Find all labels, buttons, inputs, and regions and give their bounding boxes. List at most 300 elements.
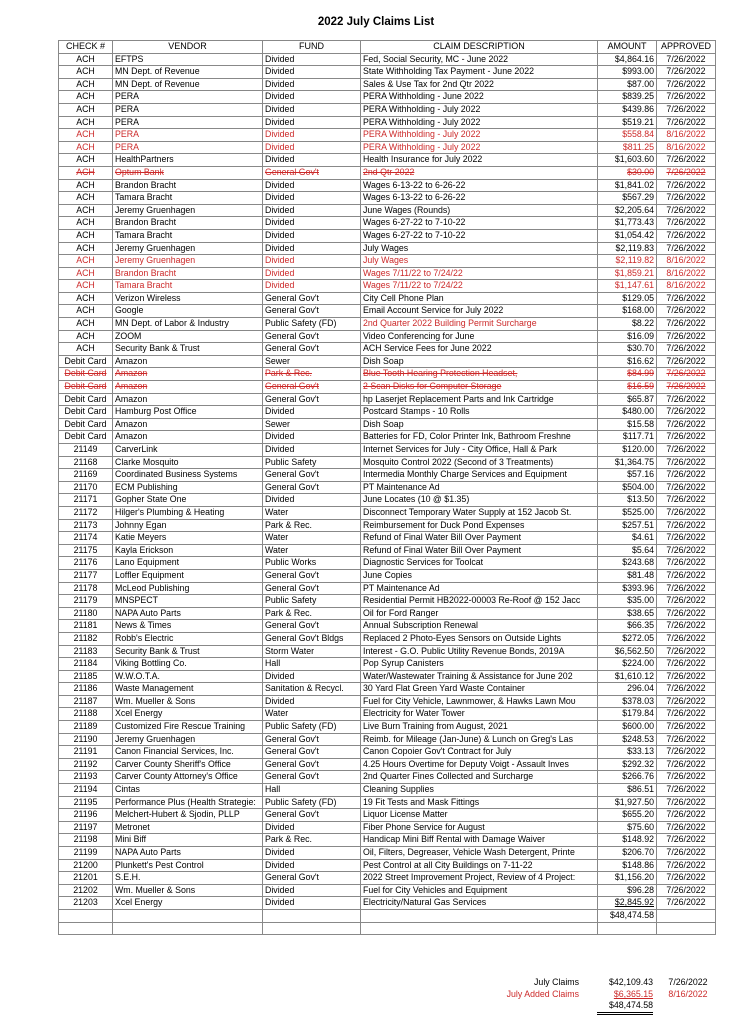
check-number: 21176	[59, 557, 113, 570]
claim-description: Residential Permit HB2022-00003 Re-Roof @ 152 Jacc	[361, 595, 598, 608]
approved-date: 7/26/2022	[657, 494, 716, 507]
check-number: 21181	[59, 620, 113, 633]
table-row	[59, 431, 716, 444]
fund: Divided	[263, 859, 361, 872]
claim-description: Oil, Filters, Degreaser, Vehicle Wash Detergent, Printe	[361, 847, 598, 860]
july-claims-label: July Claims	[534, 977, 579, 987]
amount: $87.00	[598, 78, 657, 91]
amount: $1,773.43	[598, 217, 657, 230]
claim-description: Handicap Mini Biff Rental with Damage Waiver	[361, 834, 598, 847]
amount: $519.21	[598, 116, 657, 129]
table-row	[59, 758, 716, 771]
vendor: Xcel Energy	[113, 708, 263, 721]
table-row	[59, 771, 716, 784]
claim-description: Fiber Phone Service for August	[361, 821, 598, 834]
amount: $5.64	[598, 544, 657, 557]
vendor: Brandon Bracht	[113, 217, 263, 230]
fund: Divided	[263, 179, 361, 192]
approved-date: 7/26/2022	[657, 645, 716, 658]
fund: General Gov't	[263, 758, 361, 771]
vendor: HealthPartners	[113, 154, 263, 167]
approved-date: 7/26/2022	[657, 305, 716, 318]
fund: Divided	[263, 847, 361, 860]
claim-description: June Wages (Rounds)	[361, 204, 598, 217]
approved-date: 8/16/2022	[657, 267, 716, 280]
fund: Park & Rec.	[263, 368, 361, 381]
claim-description: Batteries for FD, Color Printer Ink, Bathroom Freshne	[361, 431, 598, 444]
fund: Park & Rec.	[263, 607, 361, 620]
check-number: 21188	[59, 708, 113, 721]
approved-date: 7/26/2022	[657, 695, 716, 708]
approved-date: 7/26/2022	[657, 658, 716, 671]
table-row	[59, 267, 716, 280]
claim-description: Wages 6-13-22 to 6-26-22	[361, 179, 598, 192]
claim-description: 4.25 Hours Overtime for Deputy Voigt - Assault Inves	[361, 758, 598, 771]
check-number: ACH	[59, 242, 113, 255]
table-row	[59, 280, 716, 293]
vendor: W.W.O.T.A.	[113, 670, 263, 683]
fund: Sanitation & Recycl.	[263, 683, 361, 696]
amount: $480.00	[598, 406, 657, 419]
amount: $179.84	[598, 708, 657, 721]
approved-date: 8/16/2022	[657, 129, 716, 142]
amount: $148.86	[598, 859, 657, 872]
claim-description: Liquor License Matter	[361, 809, 598, 822]
vendor: News & Times	[113, 620, 263, 633]
amount: $439.86	[598, 103, 657, 116]
claim-description: Mosquito Control 2022 (Second of 3 Treatments)	[361, 456, 598, 469]
check-number: 21186	[59, 683, 113, 696]
check-number: 21180	[59, 607, 113, 620]
table-row	[59, 595, 716, 608]
check-number: ACH	[59, 179, 113, 192]
table-row	[59, 506, 716, 519]
check-number: 21169	[59, 469, 113, 482]
fund: Divided	[263, 242, 361, 255]
claim-description: PT Maintenance Ad	[361, 582, 598, 595]
claim-description: Wages 7/11/22 to 7/24/22	[361, 267, 598, 280]
check-number: 21175	[59, 544, 113, 557]
check-number: Debit Card	[59, 381, 113, 394]
claim-description: ACH Service Fees for June 2022	[361, 343, 598, 356]
fund: Divided	[263, 217, 361, 230]
claim-description: June Locates (10 @ $1.35)	[361, 494, 598, 507]
fund: Public Safety	[263, 595, 361, 608]
claim-description: Blue Tooth Hearing Protection Headset,	[361, 368, 598, 381]
fund: General Gov't	[263, 481, 361, 494]
approved-date: 7/26/2022	[657, 204, 716, 217]
amount: $224.00	[598, 658, 657, 671]
fund: Divided	[263, 192, 361, 205]
vendor: Lano Equipment	[113, 557, 263, 570]
check-number: Debit Card	[59, 406, 113, 419]
total-row	[59, 909, 716, 922]
table-row	[59, 569, 716, 582]
table-row	[59, 481, 716, 494]
claim-description: Wages 7/11/22 to 7/24/22	[361, 280, 598, 293]
check-number: ACH	[59, 204, 113, 217]
claim-description: PERA Withholding - July 2022	[361, 141, 598, 154]
fund: Sewer	[263, 355, 361, 368]
check-number: ACH	[59, 292, 113, 305]
claim-description: 2nd Quarter 2022 Building Permit Surcharge	[361, 318, 598, 331]
vendor: PERA	[113, 91, 263, 104]
check-number: ACH	[59, 192, 113, 205]
vendor: Brandon Bracht	[113, 179, 263, 192]
table-row	[59, 305, 716, 318]
check-number: 21178	[59, 582, 113, 595]
july-added-claims-amount: $6,365.15	[613, 989, 653, 999]
check-number: ACH	[59, 217, 113, 230]
grand-total: $48,474.58	[597, 1000, 653, 1015]
amount: $57.16	[598, 469, 657, 482]
approved-date: 7/26/2022	[657, 771, 716, 784]
amount: $2,845.92	[598, 897, 657, 910]
amount: $129.05	[598, 292, 657, 305]
vendor: NAPA Auto Parts	[113, 847, 263, 860]
claim-description: Annual Subscription Renewal	[361, 620, 598, 633]
approved-date: 7/26/2022	[657, 859, 716, 872]
table-row	[59, 343, 716, 356]
fund: Hall	[263, 658, 361, 671]
amount: $81.48	[598, 569, 657, 582]
fund: General Gov't	[263, 393, 361, 406]
amount: $1,927.50	[598, 796, 657, 809]
amount: $206.70	[598, 847, 657, 860]
approved-date: 7/26/2022	[657, 406, 716, 419]
check-number: Debit Card	[59, 431, 113, 444]
table-row	[59, 695, 716, 708]
amount: $655.20	[598, 809, 657, 822]
fund: Water	[263, 532, 361, 545]
table-row	[59, 78, 716, 91]
table-row	[59, 255, 716, 268]
approved-date: 7/26/2022	[657, 444, 716, 457]
claim-description: 19 Fit Tests and Mask Fittings	[361, 796, 598, 809]
check-number: 21190	[59, 733, 113, 746]
vendor: MNSPECT	[113, 595, 263, 608]
vendor: PERA	[113, 116, 263, 129]
vendor: PERA	[113, 103, 263, 116]
amount: $1,859.21	[598, 267, 657, 280]
vendor: Tamara Bracht	[113, 192, 263, 205]
claim-description: Diagnostic Services for Toolcat	[361, 557, 598, 570]
vendor: Security Bank & Trust	[113, 343, 263, 356]
approved-date: 7/26/2022	[657, 368, 716, 381]
approved-date: 7/26/2022	[657, 116, 716, 129]
approved-date: 7/26/2022	[657, 809, 716, 822]
fund: General Gov't	[263, 746, 361, 759]
approved-date: 7/26/2022	[657, 91, 716, 104]
vendor: Coordinated Business Systems	[113, 469, 263, 482]
claim-description: Cleaning Supplies	[361, 784, 598, 797]
check-number: 21187	[59, 695, 113, 708]
vendor: Katie Meyers	[113, 532, 263, 545]
table-row	[59, 116, 716, 129]
claim-description: July Wages	[361, 255, 598, 268]
fund: Water	[263, 544, 361, 557]
table-row	[59, 418, 716, 431]
claim-description: Refund of Final Water Bill Over Payment	[361, 544, 598, 557]
table-row	[59, 809, 716, 822]
check-number: ACH	[59, 53, 113, 66]
vendor: MN Dept. of Labor & Industry	[113, 318, 263, 331]
claim-description: State Withholding Tax Payment - June 2022	[361, 66, 598, 79]
claim-description: PERA Withholding - July 2022	[361, 103, 598, 116]
amount: $1,841.02	[598, 179, 657, 192]
check-number: ACH	[59, 318, 113, 331]
table-row	[59, 393, 716, 406]
table-row	[59, 670, 716, 683]
amount: $525.00	[598, 506, 657, 519]
approved-date: 7/26/2022	[657, 330, 716, 343]
approved-date: 7/26/2022	[657, 746, 716, 759]
table-row	[59, 632, 716, 645]
fund: Divided	[263, 695, 361, 708]
table-row	[59, 544, 716, 557]
check-number: ACH	[59, 116, 113, 129]
check-number: ACH	[59, 141, 113, 154]
table-row	[59, 859, 716, 872]
approved-date: 7/26/2022	[657, 821, 716, 834]
approved-date: 7/26/2022	[657, 569, 716, 582]
table-row	[59, 683, 716, 696]
table-row	[59, 154, 716, 167]
check-number: 21189	[59, 721, 113, 734]
check-number: 21182	[59, 632, 113, 645]
amount: $2,119.82	[598, 255, 657, 268]
fund: General Gov't	[263, 872, 361, 885]
vendor: Melchert-Hubert & Sjodin, PLLP	[113, 809, 263, 822]
approved-date: 7/26/2022	[657, 532, 716, 545]
approved-date: 7/26/2022	[657, 683, 716, 696]
amount: $30.00	[598, 166, 657, 179]
check-number: ACH	[59, 103, 113, 116]
table-row	[59, 897, 716, 910]
vendor: Kayla Erickson	[113, 544, 263, 557]
fund: General Gov't	[263, 771, 361, 784]
claim-description: Pest Control at all City Buildings on 7-11-22	[361, 859, 598, 872]
approved-date: 7/26/2022	[657, 469, 716, 482]
vendor: Canon Financial Services, Inc.	[113, 746, 263, 759]
table-row	[59, 884, 716, 897]
table-row	[59, 217, 716, 230]
header-check: CHECK #	[59, 41, 113, 54]
approved-date: 8/16/2022	[657, 255, 716, 268]
vendor: Viking Bottling Co.	[113, 658, 263, 671]
claim-description: July Wages	[361, 242, 598, 255]
vendor: Performance Plus (Health Strategie:	[113, 796, 263, 809]
claim-description: Video Conferencing for June	[361, 330, 598, 343]
vendor: McLeod Publishing	[113, 582, 263, 595]
amount: $243.68	[598, 557, 657, 570]
check-number: 21200	[59, 859, 113, 872]
check-number: 21193	[59, 771, 113, 784]
vendor: Amazon	[113, 368, 263, 381]
check-number: 21172	[59, 506, 113, 519]
fund: Divided	[263, 267, 361, 280]
fund: Divided	[263, 406, 361, 419]
check-number: 21184	[59, 658, 113, 671]
claim-description: 2 Scan Disks for Computer Storage	[361, 381, 598, 394]
amount: $117.71	[598, 431, 657, 444]
claim-description: Wages 6-27-22 to 7-10-22	[361, 217, 598, 230]
approved-date: 7/26/2022	[657, 66, 716, 79]
table-row	[59, 872, 716, 885]
table-row	[59, 355, 716, 368]
vendor: Jeremy Gruenhagen	[113, 204, 263, 217]
amount: $839.25	[598, 91, 657, 104]
approved-date: 7/26/2022	[657, 796, 716, 809]
table-row	[59, 66, 716, 79]
amount: $266.76	[598, 771, 657, 784]
claim-description: Pop Syrup Canisters	[361, 658, 598, 671]
vendor: CarverLink	[113, 444, 263, 457]
check-number: Debit Card	[59, 355, 113, 368]
amount: $2,205.64	[598, 204, 657, 217]
amount: $8.22	[598, 318, 657, 331]
approved-date: 7/26/2022	[657, 884, 716, 897]
table-row	[59, 519, 716, 532]
check-number: ACH	[59, 280, 113, 293]
fund: Water	[263, 506, 361, 519]
amount: $4.61	[598, 532, 657, 545]
check-number: ACH	[59, 78, 113, 91]
vendor: Amazon	[113, 431, 263, 444]
approved-date: 7/26/2022	[657, 620, 716, 633]
claim-description: Fuel for City Vehicles and Equipment	[361, 884, 598, 897]
claim-description: hp Laserjet Replacement Parts and Ink Cartridge	[361, 393, 598, 406]
amount: $65.87	[598, 393, 657, 406]
vendor: Johnny Egan	[113, 519, 263, 532]
amount: $120.00	[598, 444, 657, 457]
amount: $1,147.61	[598, 280, 657, 293]
table-row	[59, 532, 716, 545]
fund: Divided	[263, 670, 361, 683]
claim-description: 2nd Quarter Fines Collected and Surcharge	[361, 771, 598, 784]
amount: $1,610.12	[598, 670, 657, 683]
approved-date: 7/26/2022	[657, 418, 716, 431]
claim-description: PERA Withholding - June 2022	[361, 91, 598, 104]
amount: $6,562.50	[598, 645, 657, 658]
amount: $84.99	[598, 368, 657, 381]
fund: Divided	[263, 431, 361, 444]
check-number: ACH	[59, 66, 113, 79]
claim-description: 2022 Street Improvement Project, Review of 4 Project:	[361, 872, 598, 885]
fund: Divided	[263, 255, 361, 268]
vendor: Brandon Bracht	[113, 267, 263, 280]
approved-date: 7/26/2022	[657, 343, 716, 356]
table-header	[59, 41, 716, 54]
header-approved: APPROVED	[657, 41, 716, 54]
approved-date: 7/26/2022	[657, 393, 716, 406]
table-row	[59, 658, 716, 671]
check-number: 21149	[59, 444, 113, 457]
amount: $16.62	[598, 355, 657, 368]
claim-description: Health Insurance for July 2022	[361, 154, 598, 167]
fund: Divided	[263, 116, 361, 129]
claim-description: Postcard Stamps - 10 Rolls	[361, 406, 598, 419]
claim-description: Wages 6-27-22 to 7-10-22	[361, 229, 598, 242]
claim-description: Interest - G.O. Public Utility Revenue Bonds, 2019A	[361, 645, 598, 658]
table-row	[59, 406, 716, 419]
vendor: EFTPS	[113, 53, 263, 66]
amount: $148.92	[598, 834, 657, 847]
amount: 296.04	[598, 683, 657, 696]
fund: Divided	[263, 494, 361, 507]
claim-description: 30 Yard Flat Green Yard Waste Container	[361, 683, 598, 696]
amount: $378.03	[598, 695, 657, 708]
check-number: ACH	[59, 91, 113, 104]
vendor: PERA	[113, 141, 263, 154]
amount: $558.84	[598, 129, 657, 142]
vendor: Amazon	[113, 381, 263, 394]
vendor: ZOOM	[113, 330, 263, 343]
vendor: Hamburg Post Office	[113, 406, 263, 419]
check-number: ACH	[59, 229, 113, 242]
table-row	[59, 103, 716, 116]
vendor: Clarke Mosquito	[113, 456, 263, 469]
approved-date: 7/26/2022	[657, 217, 716, 230]
claim-description: Wages 6-13-22 to 6-26-22	[361, 192, 598, 205]
fund: General Gov't	[263, 809, 361, 822]
claim-description: Canon Copoier Gov't Contract for July	[361, 746, 598, 759]
fund: Park & Rec.	[263, 519, 361, 532]
table-row	[59, 821, 716, 834]
table-row	[59, 733, 716, 746]
amount: $1,364.75	[598, 456, 657, 469]
check-number: Debit Card	[59, 393, 113, 406]
amount: $13.50	[598, 494, 657, 507]
check-number: 21194	[59, 784, 113, 797]
table-row	[59, 192, 716, 205]
fund: Divided	[263, 204, 361, 217]
check-number: 21168	[59, 456, 113, 469]
claim-description: Email Account Service for July 2022	[361, 305, 598, 318]
check-number: ACH	[59, 343, 113, 356]
approved-date: 7/26/2022	[657, 582, 716, 595]
vendor: Gopher State One	[113, 494, 263, 507]
table-row	[59, 91, 716, 104]
amount: $168.00	[598, 305, 657, 318]
claim-description: Electricity/Natural Gas Services	[361, 897, 598, 910]
table-row	[59, 456, 716, 469]
vendor: Google	[113, 305, 263, 318]
claim-description: 2nd Qtr 2022	[361, 166, 598, 179]
table-row	[59, 204, 716, 217]
vendor: Plunkett's Pest Control	[113, 859, 263, 872]
vendor: Jeremy Gruenhagen	[113, 733, 263, 746]
approved-date: 7/26/2022	[657, 708, 716, 721]
check-number: 21199	[59, 847, 113, 860]
claim-description: Electricity for Water Tower	[361, 708, 598, 721]
approved-date: 7/26/2022	[657, 381, 716, 394]
header-vendor: VENDOR	[113, 41, 263, 54]
claim-description: PT Maintenance Ad	[361, 481, 598, 494]
claim-description: Disconnect Temporary Water Supply at 152 Jacob St.	[361, 506, 598, 519]
table-row	[59, 129, 716, 142]
fund: General Gov't	[263, 733, 361, 746]
approved-date: 7/26/2022	[657, 544, 716, 557]
approved-date: 7/26/2022	[657, 78, 716, 91]
amount: $1,603.60	[598, 154, 657, 167]
approved-date: 7/26/2022	[657, 229, 716, 242]
amount: $504.00	[598, 481, 657, 494]
amount: $15.58	[598, 418, 657, 431]
table-row	[59, 620, 716, 633]
fund: Divided	[263, 229, 361, 242]
fund: Divided	[263, 897, 361, 910]
